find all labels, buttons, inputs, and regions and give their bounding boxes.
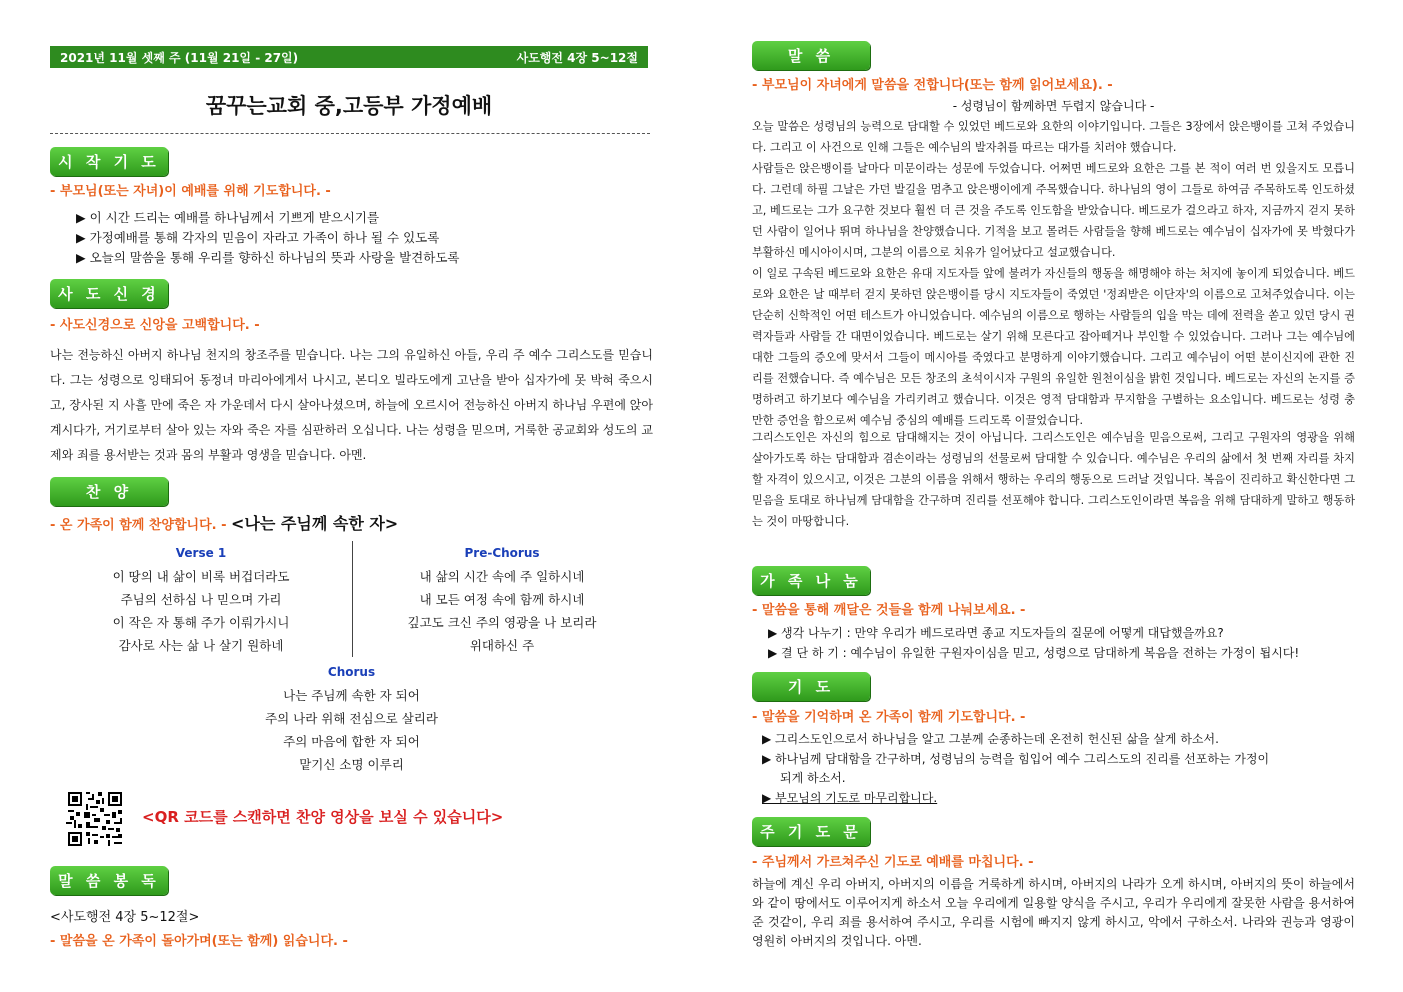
section-family-sharing: 가 족 나 눔 [752, 566, 870, 595]
prayer-instruction: - 말씀을 기억하며 온 가족이 함께 기도합니다. - [752, 710, 1026, 725]
lyric-line: 주님의 선하심 나 믿으며 가리 [120, 592, 282, 607]
family-sharing-instruction: - 말씀을 통해 깨달은 것들을 함께 나눠보세요. - [752, 603, 1026, 618]
opening-prayer-item: ▶ 이 시간 드리는 예배를 하나님께서 기쁘게 받으시기를 [76, 210, 380, 225]
lyric-line: 깊고도 크신 주의 영광을 나 보리라 [407, 615, 597, 630]
qr-code-icon[interactable] [66, 790, 124, 848]
opening-prayer-item: ▶ 오늘의 말씀을 통해 우리를 향하신 하나님의 뜻과 사랑을 발견하도록 [76, 250, 460, 265]
lyric-line: 나는 주님께 속한 자 되어 [283, 688, 420, 703]
divider [50, 133, 650, 134]
lords-prayer-instruction: - 주님께서 가르쳐주신 기도로 예배를 마칩니다. - [752, 855, 1034, 870]
section-praise: 찬 양 [50, 477, 168, 506]
lyric-line: 주의 마음에 합한 자 되어 [283, 734, 420, 749]
sermon-paragraph: 오늘 말씀은 성령님의 능력으로 담대할 수 있었던 베드로와 요한의 이야기입니다. 그들은 3장에서 앉은뱅이를 고쳐 주었습니다. 그리고 이 사건으로 인해 그들은 예수님의 발자취를 따르는 대가를 치러야 했습니다. [752, 120, 1355, 154]
creed-text: 나는 전능하신 아버지 하나님 천지의 창조주를 믿습니다. 나는 그의 유일하신 아들, 우리 주 예수 그리스도를 믿습니다. 그는 성령으로 잉태되어 동정녀 마리아에게서 나시고, 본디오 빌라도에게 고난을 받아 십자가에 못 박혀 죽으시고, 장사된 지 사흘 만에 죽은 자 가운데서 다시 살아나셨으며, 하늘에 오르시어 전능하신 아버지 하나님 우편에 앉아계시다가, 거기로부터 살아 있는 자와 죽은 자를 심판하러 오십니다. 나는 성령을 믿으며, 거룩한 공교회와 성도의 교제와 죄를 용서받는 것과 몸의 부활과 영생을 믿습니다. 아멘. [50, 348, 653, 462]
praise-instruction [50, 511, 398, 534]
sermon-paragraph: 이 일로 구속된 베드로와 요한은 유대 지도자들 앞에 불려가 자신들의 행동을 해명해야 하는 처지에 놓이게 되었습니다. 베드로와 요한은 날 때부터 걷지 못하던 앉은뱅이를 당시 지도자들이 죽였던 '정죄받은 이단자'의 이름으로 고쳐주었습니다. 이는 단순히 신학적인 어떤 테스트가 아니었습니다. 예수님의 이름으로 행하는 사람들의 입을 막는 데에 전력을 쏟고 있던 당시 권력자들과 사람들 간 대면이었습니다. 베드로는 살기 위해 모른다고 잡아떼거나 부인할 수 있었습니다. 그러나 그는 예수님에 대한 그들의 증오에 맞서서 그들이 메시아를 죽였다고 분명하게 이야기했습니다. 그리고 예수님이 어떤 분이신지에 관한 진리를 전했습니다. 즉 예수님은 모든 창조의 초석이시자 구원의 유일한 원천이심을 밝힌 것입니다. 베드로는 자신의 논지를 증명하려고 하기보다 예수님을 가리키려고 했습니다. 이것은 영적 담대함과 무지함을 구별하는 요소입니다. 베드로는 성령 충만한 증언을 함으로써 예수님 중심의 예배를 드리도록 이끌었습니다. [752, 267, 1355, 427]
section-opening-prayer: 시 작 기 도 [50, 147, 168, 176]
prayer-item: ▶ 부모님의 기도로 마무리합니다. [762, 791, 938, 805]
scripture-reading-instruction: - 말씀을 온 가족이 돌아가며(또는 함께) 읽습니다. - [50, 934, 348, 949]
family-sharing-item: ▶ 생각 나누기 : 만약 우리가 베드로라면 종교 지도자들의 질문에 어떻게 대답했을까요? [768, 626, 1224, 640]
week-label: 2021년 11월 셋째 주 (11월 21일 - 27일) [60, 50, 299, 65]
prayer-item-continued: 되게 하소서. [780, 771, 846, 785]
sermon-subtitle: - 성령님이 함께하면 두렵지 않습니다 - [952, 99, 1155, 113]
prechorus-heading: Pre-Chorus [464, 546, 540, 560]
sermon-instruction: - 부모님이 자녀에게 말씀을 전합니다(또는 함께 읽어보세요). - [752, 78, 1113, 93]
week-banner [50, 46, 648, 68]
creed-instruction: - 사도신경으로 신앙을 고백합니다. - [50, 318, 260, 333]
hymn-title: <나는 주님께 속한 자> [231, 514, 399, 533]
sermon-paragraph: 사람들은 앉은뱅이를 날마다 미문이라는 성문에 두었습니다. 어쩌면 베드로와 요한은 그를 본 적이 여러 번 있을지도 모릅니다. 그런데 하필 그날은 가던 발길을 멈추고 앉은뱅이에게 주목했습니다. 하나님의 영이 그들로 하여금 주목하도록 인도하셨고, 베드로는 그가 요구한 것보다 훨씬 더 큰 것을 주도록 인도함을 받았습니다. 베드로가 걸으라고 하자, 지금까지 걷지 못하던 사람이 일어나 뛰며 하나님을 찬양했습니다. 기적을 보고 몰려든 사람들을 향해 베드로는 예수님이 십자가에 못 박혔다가 부활하신 메시아이시며, 그분의 이름으로 치유가 일어났다고 설교했습니다. [752, 162, 1355, 259]
lyric-line: 이 작은 자 통해 주가 이뤄가시니 [112, 615, 290, 630]
lyric-line: 맡기신 소명 이루리 [299, 757, 404, 772]
section-sermon: 말 씀 [752, 41, 870, 70]
lyric-line: 감사로 사는 삶 나 살기 원하네 [118, 638, 284, 653]
qr-instruction-text: <QR 코드를 스캔하면 찬양 영상을 보실 수 있습니다> [142, 808, 504, 826]
prechorus-block [353, 542, 651, 657]
section-prayer: 기 도 [752, 672, 870, 701]
lyric-line: 내 모든 여정 속에 함께 하시네 [419, 592, 585, 607]
lyric-line: 주의 나라 위해 전심으로 살리라 [265, 711, 438, 726]
praise-instruction-text: - 온 가족이 함께 찬양합니다. - [50, 518, 227, 533]
opening-prayer-instruction: - 부모님(또는 자녀)이 예배를 위해 기도합니다. - [50, 184, 331, 199]
scripture-reading-reference: <사도행전 4장 5~12절> [50, 910, 200, 925]
section-creed: 사 도 신 경 [50, 279, 168, 308]
prayer-item: ▶ 하나님께 담대함을 간구하며, 성령님의 능력을 힘입어 예수 그리스도의 진리를 선포하는 가정이 [762, 752, 1270, 766]
page-title: 꿈꾸는교회 중,고등부 가정예배 [205, 94, 493, 118]
opening-prayer-item: ▶ 가정예배를 통해 각자의 믿음이 자라고 가족이 하나 될 수 있도록 [76, 230, 440, 245]
prayer-item: ▶ 그리스도인으로서 하나님을 알고 그분께 순종하는데 온전히 헌신된 삶을 살게 하소서. [762, 732, 1219, 746]
lyric-line: 위대하신 주 [469, 638, 535, 653]
section-scripture-reading: 말 씀 봉 독 [50, 866, 168, 895]
lords-prayer-text: 하늘에 계신 우리 아버지, 아버지의 이름을 거룩하게 하시며, 아버지의 나라가 오게 하시며, 아버지의 뜻이 하늘에서와 같이 땅에서도 이루어지게 하소서 오늘 우리에게 일용할 양식을 주시고, 우리가 우리에게 잘못한 사람을 용서하여 준 것같이, 우리 죄를 용서하여 주시고, 우리를 시험에 빠지지 않게 하시고, 악에서 구하소서. 나라와 권능과 영광이 영원히 아버지의 것입니다. 아멘. [752, 877, 1355, 948]
verse1-heading: Verse 1 [175, 546, 227, 560]
lyric-line: 이 땅의 내 삶이 비록 버겁더라도 [112, 569, 290, 584]
chorus-heading: Chorus [327, 665, 376, 679]
chorus-block [50, 661, 653, 776]
family-sharing-item: ▶ 결 단 하 기 : 예수님이 유일한 구원자이심을 믿고, 성령으로 담대하게 복음을 전하는 가정이 됩시다! [768, 646, 1300, 660]
sermon-paragraph: 그리스도인은 자신의 힘으로 담대해지는 것이 아닙니다. 그리스도인은 예수님을 믿음으로써, 그리고 구원자의 영광을 위해 살아가도록 하는 담대함과 겸손이라는 성령님의 선물로써 담대할 수 있습니다. 예수님은 우리의 삶에서 첫 번째 자리를 차지할 자격이 있으시고, 이것은 그분의 이름을 위해서 행하는 우리의 행동으로 드러날 것입니다. 복음이 진리하고 확신한다면 그 믿음을 토대로 하나님께 담대함을 간구하며 진리를 선포해야 합니다. 그리스도인이라면 복음을 위해 담대하게 말하고 행동하는 것이 마땅합니다. [752, 431, 1355, 528]
verse1-block [50, 542, 352, 657]
lyric-line: 내 삶의 시간 속에 주 일하시네 [419, 569, 585, 584]
section-lords-prayer: 주 기 도 문 [752, 817, 870, 846]
scripture-ref-label: 사도행전 4장 5~12절 [516, 50, 638, 65]
